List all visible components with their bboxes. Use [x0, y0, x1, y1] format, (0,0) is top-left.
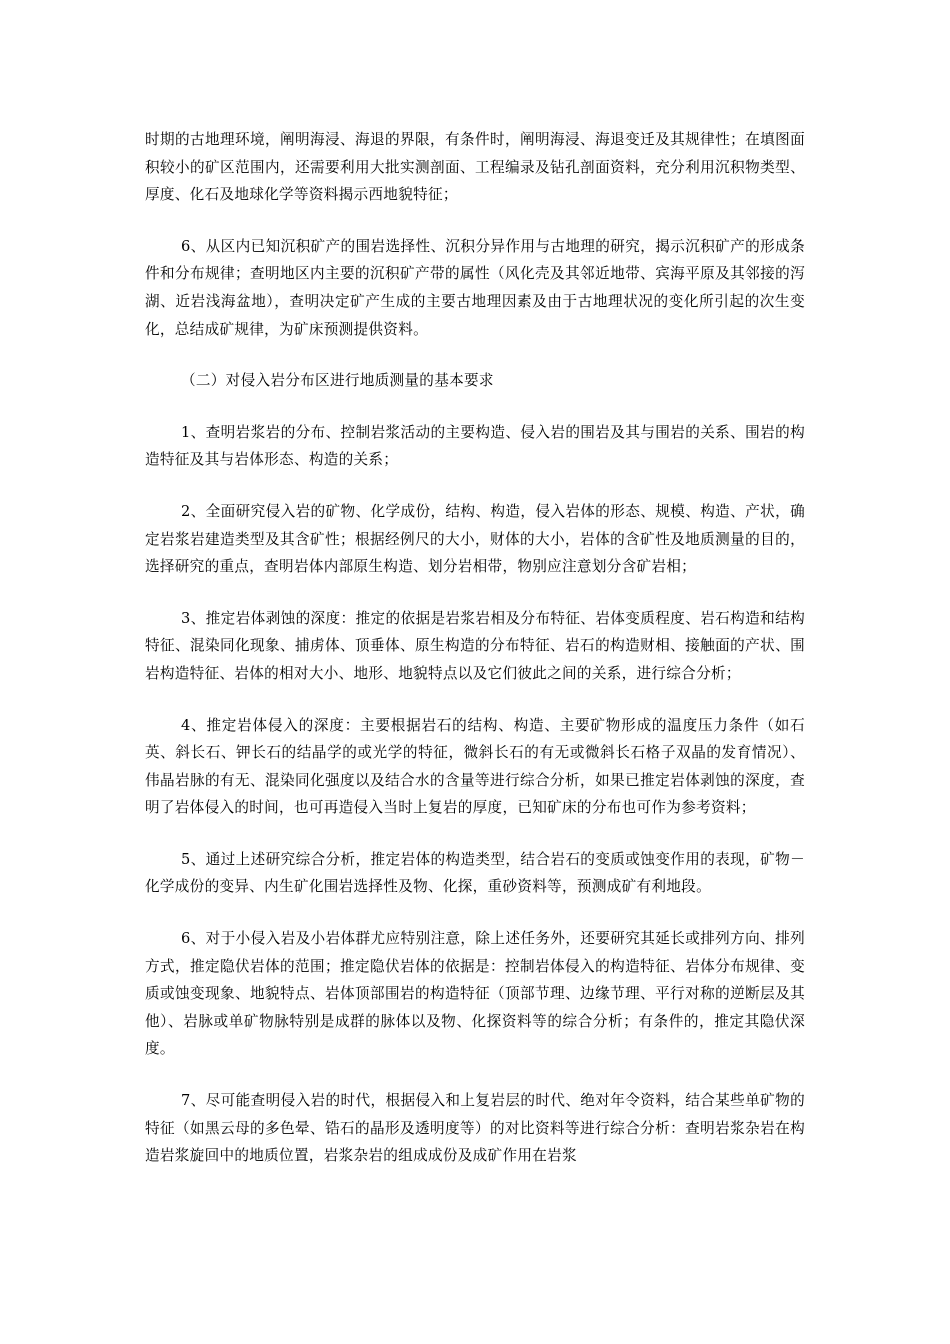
list-item-4: 4、推定岩体侵入的深度：主要根据岩石的结构、构造、主要矿物形成的温度压力条件（如石英、斜长石、钾长石的结晶学的或光学的特征，微斜长石的有无或微斜长石格子双晶的发育情况）、伟晶岩脉的有无、混染同化强度以及结合水的含量等进行综合分析，如果已推定岩体剥蚀的深度，查明了岩体侵入的时间，也可再造侵入当时上复岩的厚度，已知矿床的分布也可作为参考资料； — [145, 716, 805, 817]
list-item-5: 5、通过上述研究综合分析，推定岩体的构造类型，结合岩石的变质或蚀变作用的表现，矿物－化学成份的变异、内生矿化围岩选择性及物、化探，重砂资料等，预测成矿有利地段。 — [145, 850, 805, 896]
list-item-7: 7、尽可能查明侵入岩的时代，根据侵入和上复岩层的时代、绝对年令资料，结合某些单矿物的特征（如黑云母的多色晕、锆石的晶形及透明度等）的对比资料等进行综合分析：查明岩浆杂岩在构造岩浆旋回中的地质位置，岩浆杂岩的组成成份及成矿作用在岩浆 — [145, 1092, 805, 1165]
list-item-6: 6、对于小侵入岩及小岩体群尤应特别注意，除上述任务外，还要研究其延长或排列方向、排列方式，推定隐伏岩体的范围；推定隐伏岩体的依据是：控制岩体侵入的构造特征、岩体分布规律、变质或蚀变现象、地貌特点、岩体顶部围岩的构造特征（顶部节理、边缘节理、平行对称的逆断层及其他）、岩脉或单矿物脉特别是成群的脉体以及物、化探资料等的综合分析；有条件的，推定其隐伏深度。 — [145, 930, 805, 1058]
section-heading-intrusive-rocks: （二）对侵入岩分布区进行地质测量的基本要求 — [181, 372, 494, 390]
paragraph-continued-from-previous-page: 时期的古地理环境，阐明海浸、海退的界限，有条件时，阐明海浸、海退变迁及其规律性；在填图面积较小的矿区范围内，还需要利用大批实测剖面、工程编录及钻孔剖面资料，充分利用沉积物类型、厚度、化石及地球化学等资料揭示西地貌特征； — [145, 131, 805, 204]
list-item-2: 2、全面研究侵入岩的矿物、化学成份，结构、构造，侵入岩体的形态、规模、构造、产状，确定岩浆岩建造类型及其含矿性；根据经例尺的大小，财体的大小，岩体的含矿性及地质测量的目的，选择研究的重点，查明岩体内部原生构造、划分岩相带，物别应注意划分含矿岩相； — [145, 502, 805, 576]
document-body — [145, 126, 805, 1194]
list-item-3: 3、推定岩体剥蚀的深度：推定的依据是岩浆岩相及分布特征、岩体变质程度、岩石构造和结构特征、混染同化现象、捕虏体、顶垂体、原生构造的分布特征、岩石的构造财相、接触面的产状、围岩构造特征、岩体的相对大小、地形、地貌特点以及它们彼此之间的关系，进行综合分析； — [145, 609, 805, 682]
list-item-1: 1、查明岩浆岩的分布、控制岩浆活动的主要构造、侵入岩的围岩及其与围岩的关系、围岩的构造特征及其与岩体形态、构造的关系； — [145, 423, 805, 469]
paragraph-item-6-sedimentary: 6、从区内已知沉积矿产的围岩选择性、沉积分异作用与古地理的研究，揭示沉积矿产的形成条件和分布规律；查明地区内主要的沉积矿产带的属性（风化壳及其邻近地带、宾海平原及其邻接的泻湖、近岩浅海盆地），查明决定矿产生成的主要古地理因素及由于古地理状况的变化所引起的次生变化，总结成矿规律，为矿床预测提供资料。 — [145, 237, 805, 338]
